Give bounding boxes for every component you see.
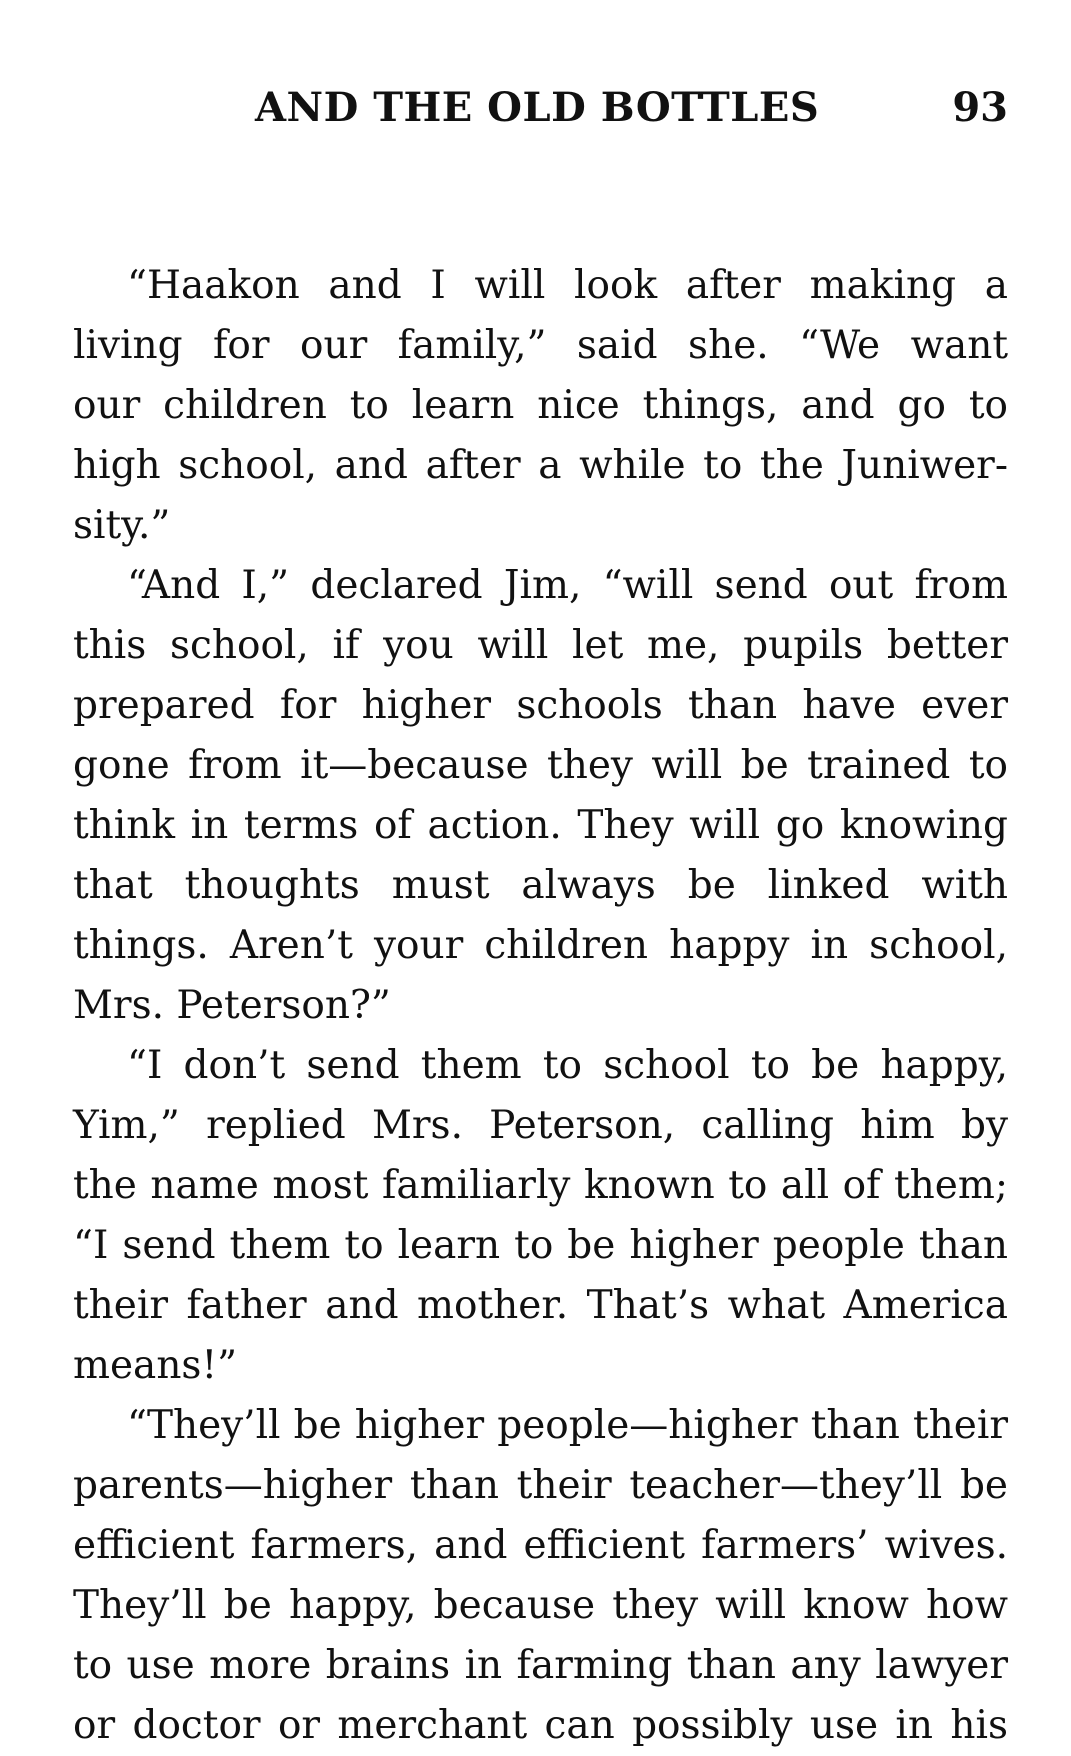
book-page — [73, 78, 1008, 1756]
text-line: the name most familiarly known to all of them; — [73, 1163, 1008, 1208]
page-header — [73, 78, 1008, 138]
text-line: their father and mother. That’s what America — [73, 1283, 1008, 1328]
text-line: efficient farmers, and efficient farmers’ wives. — [73, 1523, 1008, 1568]
text-line: prepared for higher schools than have ever — [73, 683, 1008, 728]
text-line: “They’ll be higher people—higher than their — [127, 1403, 1008, 1448]
text-line: “Haakon and I will look after making a — [127, 263, 1008, 308]
text-line: parents—higher than their teacher—they’ll be — [73, 1463, 1008, 1508]
text-line: or doctor or merchant can possibly use in his — [73, 1703, 1008, 1748]
text-line: “I don’t send them to school to be happy, — [127, 1043, 1008, 1088]
text-line: Mrs. Peterson?” — [73, 983, 391, 1028]
text-line: sity.” — [73, 503, 171, 548]
text-line: think in terms of action. They will go knowing — [73, 803, 1008, 848]
text-line: “And I,” declared Jim, “will send out from — [127, 563, 1008, 608]
text-line: They’ll be happy, because they will know how — [73, 1583, 1008, 1628]
text-line: Yim,” replied Mrs. Peterson, calling him by — [73, 1103, 1008, 1148]
text-line: gone from it—because they will be trained to — [73, 743, 1008, 788]
text-line: living for our family,” said she. “We want — [73, 323, 1008, 368]
text-line: to use more brains in farming than any lawyer — [73, 1643, 1008, 1688]
text-line: “I send them to learn to be higher people than — [73, 1223, 1008, 1268]
text-line: our children to learn nice things, and go to — [73, 383, 1008, 428]
text-line: that thoughts must always be linked with — [73, 863, 1008, 908]
text-line: this school, if you will let me, pupils better — [73, 623, 1008, 668]
text-line: things. Aren’t your children happy in school, — [73, 923, 1008, 968]
text-line: high school, and after a while to the Juniwer- — [73, 443, 1008, 488]
page-number: 93 — [952, 84, 1008, 131]
running-head: AND THE OLD BOTTLES — [255, 84, 820, 131]
text-line: means!” — [73, 1343, 238, 1388]
body-text — [73, 256, 1008, 1756]
